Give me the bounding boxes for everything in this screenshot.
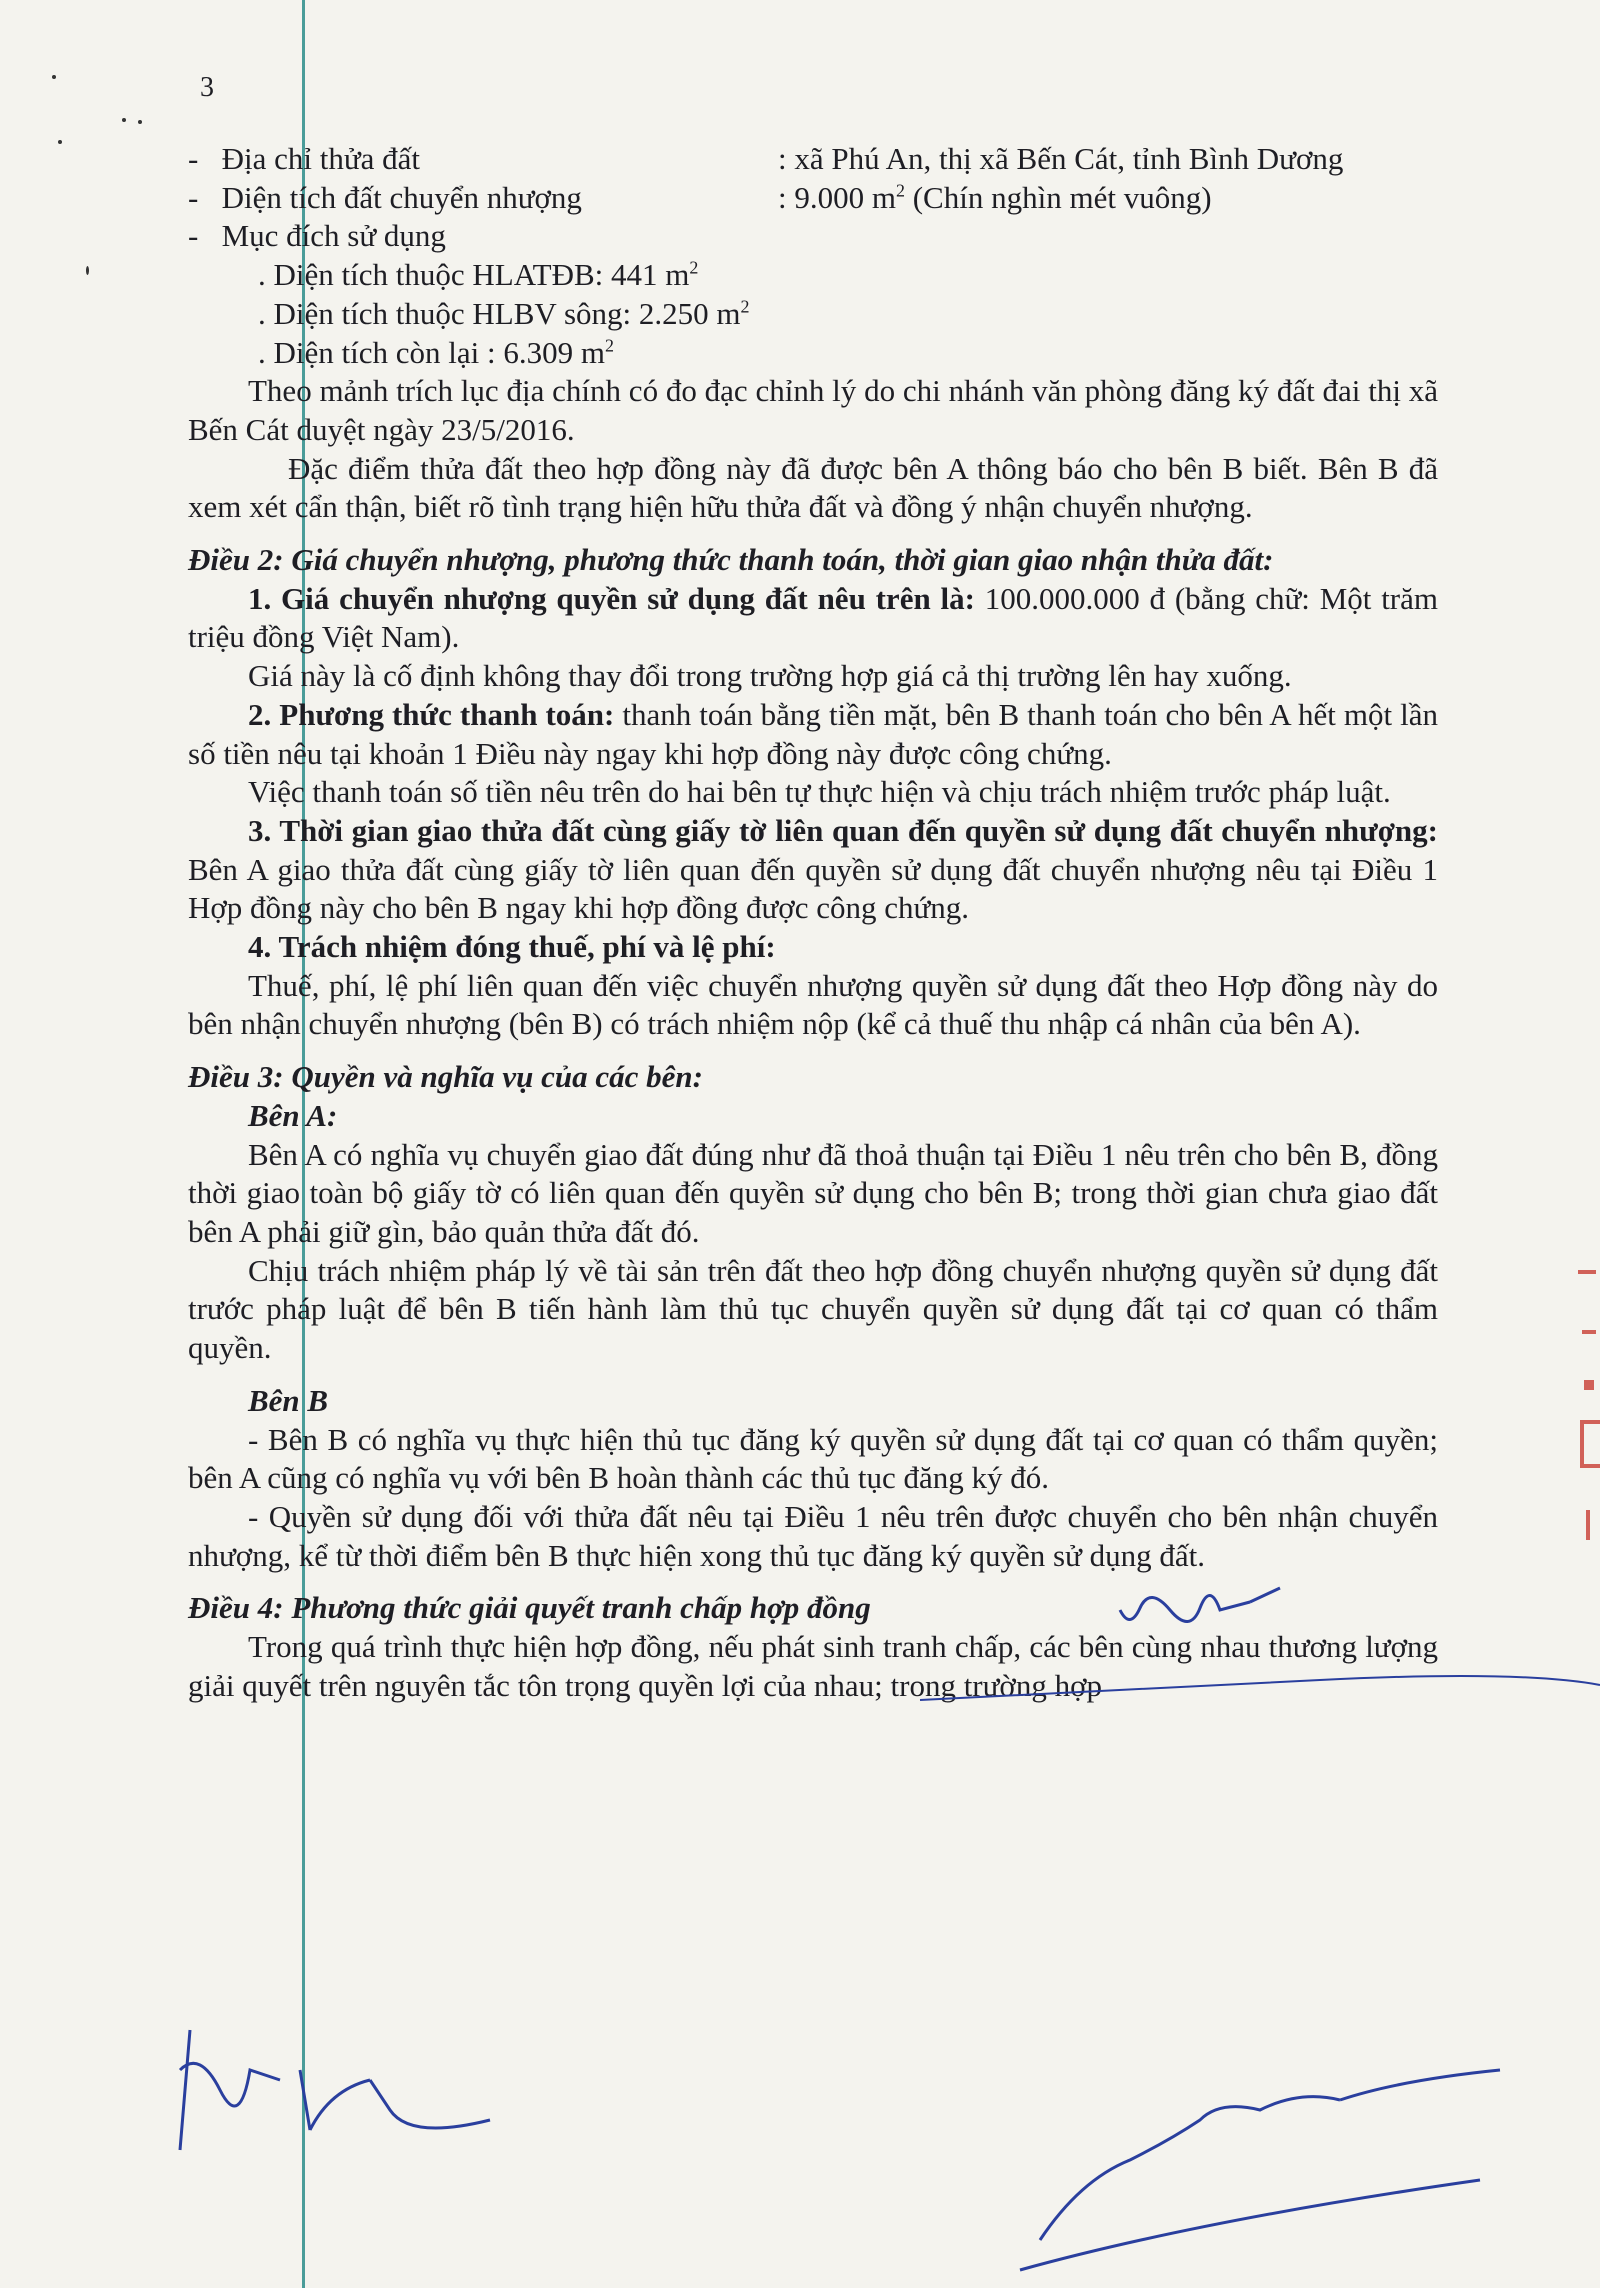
article-3-heading: Điều 3: Quyền và nghĩa vụ của các bên: (188, 1059, 703, 1095)
features-paragraph: Đặc điểm thửa đất theo hợp đồng này đã được bên A thông báo cho bên B biết. Bên B đã xem xét cẩn thận, biết rõ tình trạng hiện hữu thửa đất và đồng ý nhận chuyển nhượng. (188, 450, 1438, 525)
party-a-signature (170, 2010, 510, 2170)
land-area-label: Diện tích đất chuyển nhượng (221, 179, 582, 215)
initial-signature (1110, 1580, 1290, 1640)
stamp-fragment (1570, 1270, 1600, 1570)
list-bullet: - (188, 179, 199, 215)
party-b-heading: Bên B (248, 1382, 329, 1418)
payment-paragraph: 2. Phương thức thanh toán: thanh toán bằng tiền mặt, bên B thanh toán cho bên A hết một lần số tiền nêu tại khoản 1 Điều này ngay khi hợp đồng này được công chứng. (188, 696, 1439, 771)
area-item: . Diện tích còn lại : 6.309 $m^2$ (258, 334, 614, 370)
area-item: . Diện tích thuộc HLATĐB: 441 $m^2$ (258, 257, 699, 293)
handover-paragraph: 3. Thời gian giao thửa đất cùng giấy tờ liên quan đến quyền sử dụng đất chuyển nhượng: Bên A giao thửa đất cùng giấy tờ liên quan đến quyền sử dụng đất chuyển nhượng nêu tại Điều 1 Hợp đồng này cho bên B ngay khi hợp đồng được công chứng. (188, 812, 1438, 926)
party-b-signature (1000, 2060, 1520, 2280)
pen-stroke (920, 1660, 1600, 1720)
party-a-paragraph: Chịu trách nhiệm pháp lý về tài sản trên đất theo hợp đồng chuyển nhượng quyền sử dụng đất trước pháp luật để bên B tiến hành làm thủ tục chuyển quyền sử dụng đất tại cơ quan có thẩm quyền. (188, 1252, 1438, 1366)
price-paragraph: 1. Giá chuyển nhượng quyền sử dụng đất nêu trên là: 100.000.000 đ (bằng chữ: Một trăm triệu đồng Việt Nam). (188, 580, 1439, 655)
land-purpose-row (188, 217, 1438, 256)
land-address-value: : xã Phú An, thị xã Bến Cát, tỉnh Bình Dương (778, 141, 1344, 176)
land-purpose-label: Mục đích sử dụng (221, 218, 446, 254)
document-body (188, 140, 1438, 1705)
tax-heading: 4. Trách nhiệm đóng thuế, phí và lệ phí: (248, 929, 776, 965)
article-2-heading: Điều 2: Giá chuyển nhượng, phương thức thanh toán, thời gian giao nhận thửa đất: (188, 542, 1274, 578)
land-address-row (188, 140, 1438, 179)
survey-paragraph: Theo mảnh trích lục địa chính có đo đạc chỉnh lý do chi nhánh văn phòng đăng ký đất đai thị xã Bến Cát duyệt ngày 23/5/2016. (188, 373, 1438, 447)
party-a-heading: Bên A: (248, 1097, 338, 1133)
party-a-paragraph: Bên A có nghĩa vụ chuyển giao đất đúng như đã thoả thuận tại Điều 1 nêu trên cho bên B, đồng thời giao toàn bộ giấy tờ có liên quan đến quyền sử dụng cho bên B; trong thời gian chưa giao đất bên A phải giữ gìn, bảo quản thửa đất đó. (188, 1136, 1438, 1249)
list-bullet: - (188, 218, 199, 254)
price-note: Giá này là cố định không thay đổi trong trường hợp giá cả thị trường lên hay xuống. (248, 658, 1292, 694)
land-purpose-value (778, 217, 1438, 256)
land-area-value: : 9.000 $m^2$ (Chín nghìn mét vuông) (778, 179, 1212, 215)
party-b-paragraph: - Quyền sử dụng đối với thửa đất nêu tại Điều 1 nêu trên được chuyển cho bên nhận chuyển nhượng, kể từ thời điểm bên B thực hiện xong thủ tục đăng ký quyền sử dụng đất. (188, 1498, 1438, 1573)
area-item: . Diện tích thuộc HLBV sông: 2.250 $m^2$ (258, 295, 750, 331)
land-address-label: Địa chỉ thửa đất (221, 141, 421, 176)
payment-note: Việc thanh toán số tiền nêu trên do hai bên tự thực hiện và chịu trách nhiệm trước pháp luật. (248, 774, 1391, 810)
tax-paragraph: Thuế, phí, lệ phí liên quan đến việc chuyển nhượng quyền sử dụng đất theo Hợp đồng này do bên nhận chuyển nhượng (bên B) có trách nhiệm nộp (kể cả thuế thu nhập cá nhân của bên A). (188, 967, 1438, 1042)
page-number: 3 (200, 72, 214, 103)
land-area-row (188, 179, 1438, 218)
article-4-heading: Điều 4: Phương thức giải quyết tranh chấp hợp đồng (188, 1590, 871, 1626)
list-bullet: - (188, 141, 199, 176)
party-b-paragraph: - Bên B có nghĩa vụ thực hiện thủ tục đăng ký quyền sử dụng đất tại cơ quan có thẩm quyền; bên A cũng có nghĩa vụ với bên B hoàn thành các thủ tục đăng ký đó. (188, 1421, 1438, 1496)
dispute-paragraph: Trong quá trình thực hiện hợp đồng, nếu phát sinh tranh chấp, các bên cùng nhau thương lượng giải quyết trên nguyên tắc tôn trọng quyền lợi của nhau; trong trường hợp (188, 1629, 1438, 1703)
